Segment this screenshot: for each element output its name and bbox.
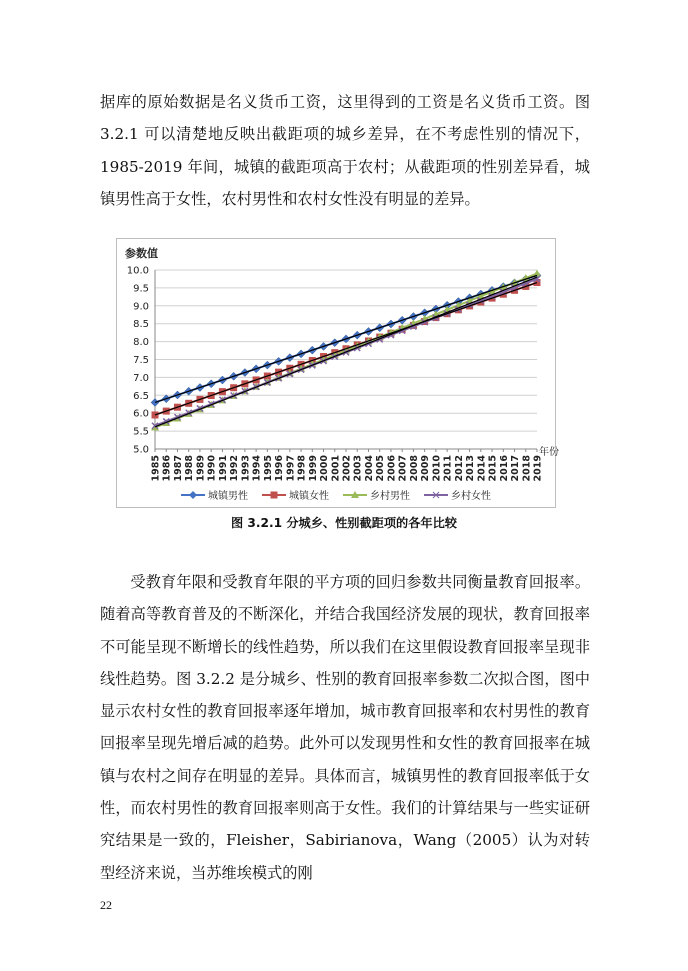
legend-swatch	[424, 490, 448, 500]
legend-label: 城镇女性	[289, 491, 329, 502]
legend-label: 乡村女性	[451, 491, 491, 502]
x-tick-label: 1990	[206, 455, 218, 482]
legend-item	[262, 487, 329, 502]
x-tick-label: 2003	[352, 455, 364, 482]
intercept-line-chart	[117, 239, 559, 507]
x-tick-label: 2015	[487, 455, 499, 482]
x-tick-label: 1996	[274, 455, 286, 482]
body-paragraph-2: 受教育年限和受教育年限的平方项的回归参数共同衡量教育回报率。随着高等教育普及的不断深化，并结合我国经济发展的现状，教育回报率不可能呈现不断增长的线性趋势，所以我们在这里假设教育回报率呈现非线性趋势。图 3.2.2 是分城乡、性别的教育回报率参数二次拟合图，图中显示农村女性的教育回报率逐年增加，城市教育回报率和农村男性的教育回报率呈现先增后减的趋势。此外可以发现男性和女性的教育回报率在城镇与农村之间存在明显的差异。具体而言，城镇男性的教育回报率低于女性，而农村男性的教育回报率则高于女性。我们的计算结果与一些实证研究结果是一致的，Fleisher，Sabirianova，Wang（2005）认为对转型经济来说，当苏维埃模式的刚	[100, 573, 590, 882]
y-tick-label: 5.0	[133, 444, 149, 456]
x-tick-label: 2000	[319, 455, 331, 482]
trend-line	[155, 275, 537, 402]
x-tick-label: 1991	[217, 455, 229, 482]
x-tick-label: 2010	[431, 455, 443, 482]
y-tick-label: 6.0	[133, 408, 149, 420]
y-axis-label: 参数值	[125, 247, 158, 260]
x-tick-label: 2013	[465, 455, 477, 482]
y-tick-label: 9.5	[133, 283, 149, 295]
x-tick-label: 2019	[532, 455, 544, 482]
x-tick-label: 2009	[420, 455, 432, 482]
legend-item	[181, 487, 248, 502]
legend-label: 城镇男性	[208, 491, 248, 502]
legend-item	[424, 487, 491, 502]
x-tick-label: 2005	[375, 455, 387, 482]
x-tick-label: 1999	[307, 455, 319, 482]
y-tick-label: 9.0	[133, 301, 149, 313]
legend-swatch	[181, 490, 205, 500]
x-tick-label: 1998	[296, 455, 308, 482]
y-tick-label: 8.5	[133, 319, 149, 331]
x-tick-label: 2016	[498, 455, 510, 482]
x-tick-label: 1994	[251, 455, 263, 482]
figure-caption: 图 3.2.1 分城乡、性别截距项的各年比较	[231, 516, 457, 530]
trend-line	[155, 277, 537, 427]
x-tick-label: 2004	[363, 455, 375, 482]
legend-item	[343, 487, 410, 502]
x-tick-label: 1993	[240, 455, 252, 482]
x-tick-label: 1986	[161, 455, 173, 482]
x-tick-label: 2014	[476, 455, 488, 482]
chart-legend	[117, 487, 555, 502]
x-tick-label: 2012	[453, 455, 465, 482]
y-tick-label: 7.0	[133, 372, 149, 384]
body-paragraph-1: 据库的原始数据是名义货币工资，这里得到的工资是名义货币工资。图3.2.1 可以清楚地反映出截距项的城乡差异，在不考虑性别的情况下，1985-2019 年间，城镇的截距项高于农村；从截距项的性别差异看，城镇男性高于女性，农村男性和农村女性没有明显的差异。	[100, 93, 590, 208]
y-tick-label: 8.0	[133, 337, 149, 349]
x-tick-label: 1997	[285, 455, 297, 482]
x-tick-label: 2018	[521, 455, 533, 482]
x-tick-label: 2006	[386, 455, 398, 482]
x-tick-label: 1987	[172, 455, 184, 482]
x-tick-label: 1988	[184, 455, 196, 482]
x-tick-label: 2008	[408, 455, 420, 482]
x-axis-label: 年份	[539, 447, 559, 458]
data-point	[151, 398, 159, 406]
figure-3-2-1	[116, 238, 559, 508]
legend-swatch	[343, 490, 367, 500]
x-tick-label: 1995	[262, 455, 274, 482]
x-tick-label: 1992	[229, 455, 241, 482]
page-number: 22	[100, 898, 112, 912]
y-tick-label: 5.5	[133, 426, 149, 438]
x-tick-label: 2011	[442, 455, 454, 482]
x-tick-label: 1985	[150, 455, 162, 482]
x-tick-label: 2002	[341, 455, 353, 482]
x-tick-label: 1989	[195, 455, 207, 482]
x-tick-label: 2001	[330, 455, 342, 482]
legend-swatch	[262, 490, 286, 500]
y-tick-label: 7.5	[133, 355, 149, 366]
legend-label: 乡村男性	[370, 491, 410, 502]
x-tick-label: 2007	[397, 455, 409, 482]
x-tick-label: 2017	[510, 455, 522, 482]
y-tick-label: 10.0	[126, 265, 149, 277]
y-tick-label: 6.5	[133, 390, 149, 402]
